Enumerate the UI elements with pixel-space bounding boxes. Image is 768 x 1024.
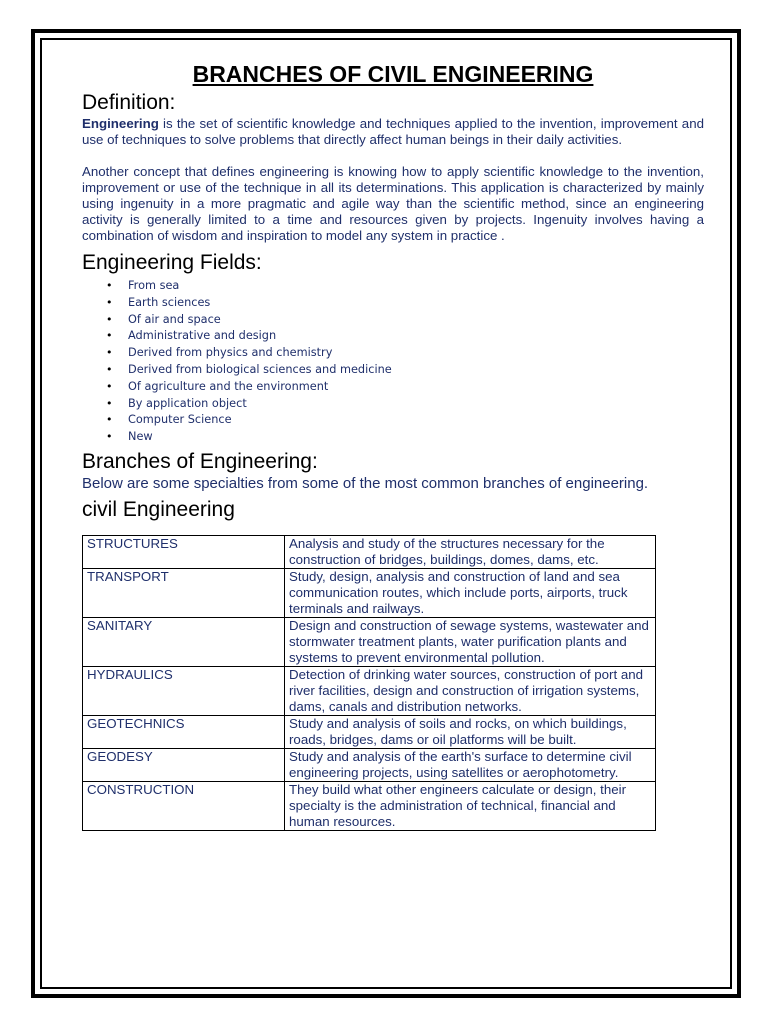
definition-heading: Definition: xyxy=(82,91,176,114)
branch-name-cell: CONSTRUCTION xyxy=(83,781,285,830)
field-list-item xyxy=(106,295,704,312)
field-label: From sea xyxy=(128,279,180,292)
field-list-item xyxy=(106,362,704,379)
branch-name-cell: TRANSPORT xyxy=(83,568,285,617)
field-label: By application object xyxy=(128,396,247,410)
table-row xyxy=(83,666,656,715)
branches-intro: Below are some specialties from some of the most common branches of engineering. xyxy=(82,474,649,492)
definition-paragraph-2: Another concept that defines engineering is knowing how to apply scientific knowledge to the invention, improvement or use of the technique in all its determinations. This application is characterized by mainly using ingenuity in a more pragmatic and agile way than the scientific method, since an engineering activity is generally limited to a time and resources given by projects. Ingenuity involves having a combination of wisdom and inspiration to model any system in practice . xyxy=(82,164,704,243)
branch-description-cell: Study and analysis of soils and rocks, on which buildings, roads, bridges, dams or oil platforms will be built. xyxy=(285,715,656,748)
bullet-icon: • xyxy=(106,279,113,292)
paragraph-gap xyxy=(82,148,704,164)
field-list-item xyxy=(106,345,704,362)
table-row xyxy=(83,715,656,748)
field-list-item xyxy=(106,396,704,413)
branches-heading: Branches of Engineering: xyxy=(82,449,318,473)
table-row xyxy=(83,617,656,666)
branch-description-cell: Analysis and study of the structures necessary for the construction of bridges, buildings, domes, dams, etc. xyxy=(285,535,656,568)
field-label: Derived from biological sciences and medicine xyxy=(128,362,392,376)
field-list-item xyxy=(106,379,704,396)
branch-name-cell: SANITARY xyxy=(83,617,285,666)
field-list-item xyxy=(106,278,704,295)
definition-text: is the set of scientific knowledge and techniques applied to the invention, improvement and use of techniques to solve problems that directly affect human beings in their daily activities. xyxy=(82,116,704,147)
table-row xyxy=(83,781,656,830)
field-label: Derived from physics and chemistry xyxy=(128,346,333,360)
bullet-icon: • xyxy=(106,413,113,427)
branch-description-cell: Detection of drinking water sources, construction of port and river facilities, design and construction of irrigation systems, dams, canals and distribution networks. xyxy=(285,666,656,715)
document-title: BRANCHES OF CIVIL ENGINEERING xyxy=(192,61,594,87)
field-label: Of agriculture and the environment xyxy=(128,379,329,393)
field-label: Administrative and design xyxy=(128,329,277,343)
field-list-item xyxy=(106,312,704,329)
branch-name-cell: HYDRAULICS xyxy=(83,666,285,715)
field-list-item xyxy=(106,328,704,345)
field-label: Of air and space xyxy=(128,312,221,326)
field-label: Earth sciences xyxy=(128,295,211,309)
fields-heading: Engineering Fields: xyxy=(82,251,262,274)
branch-description-cell: Study and analysis of the earth's surface to determine civil engineering projects, using satellites or aerophotometry. xyxy=(285,748,656,781)
document-content xyxy=(82,58,704,831)
bullet-icon: • xyxy=(106,329,113,343)
field-label: New xyxy=(128,430,153,444)
bullet-icon: • xyxy=(106,346,113,360)
definition-paragraph-1 xyxy=(82,116,704,148)
branch-description-cell: Design and construction of sewage systems, wastewater and stormwater treatment plants, water purification plants and systems to prevent environmental pollution. xyxy=(285,617,656,666)
bullet-icon: • xyxy=(106,396,113,410)
branch-description-cell: They build what other engineers calculate or design, their specialty is the administration of technical, financial and human resources. xyxy=(285,781,656,830)
branch-name-cell: STRUCTURES xyxy=(83,535,285,568)
fields-list xyxy=(82,278,704,446)
field-label: Computer Science xyxy=(128,413,232,427)
table-row xyxy=(83,568,656,617)
branch-description-cell: Study, design, analysis and construction of land and sea communication routes, which include ports, airports, truck terminals and railways. xyxy=(285,568,656,617)
bullet-icon: • xyxy=(106,295,113,309)
branch-name-cell: GEODESY xyxy=(83,748,285,781)
bullet-icon: • xyxy=(106,312,113,326)
branch-name-cell: GEOTECHNICS xyxy=(83,715,285,748)
field-list-item xyxy=(106,412,704,429)
bullet-icon: • xyxy=(106,362,113,376)
table-row xyxy=(83,535,656,568)
civil-heading: civil Engineering xyxy=(82,497,235,521)
bullet-icon: • xyxy=(106,430,113,444)
definition-term: Engineering xyxy=(82,116,159,131)
civil-branches-table xyxy=(82,535,656,831)
bullet-icon: • xyxy=(106,379,113,393)
table-row xyxy=(83,748,656,781)
field-list-item xyxy=(106,429,704,446)
